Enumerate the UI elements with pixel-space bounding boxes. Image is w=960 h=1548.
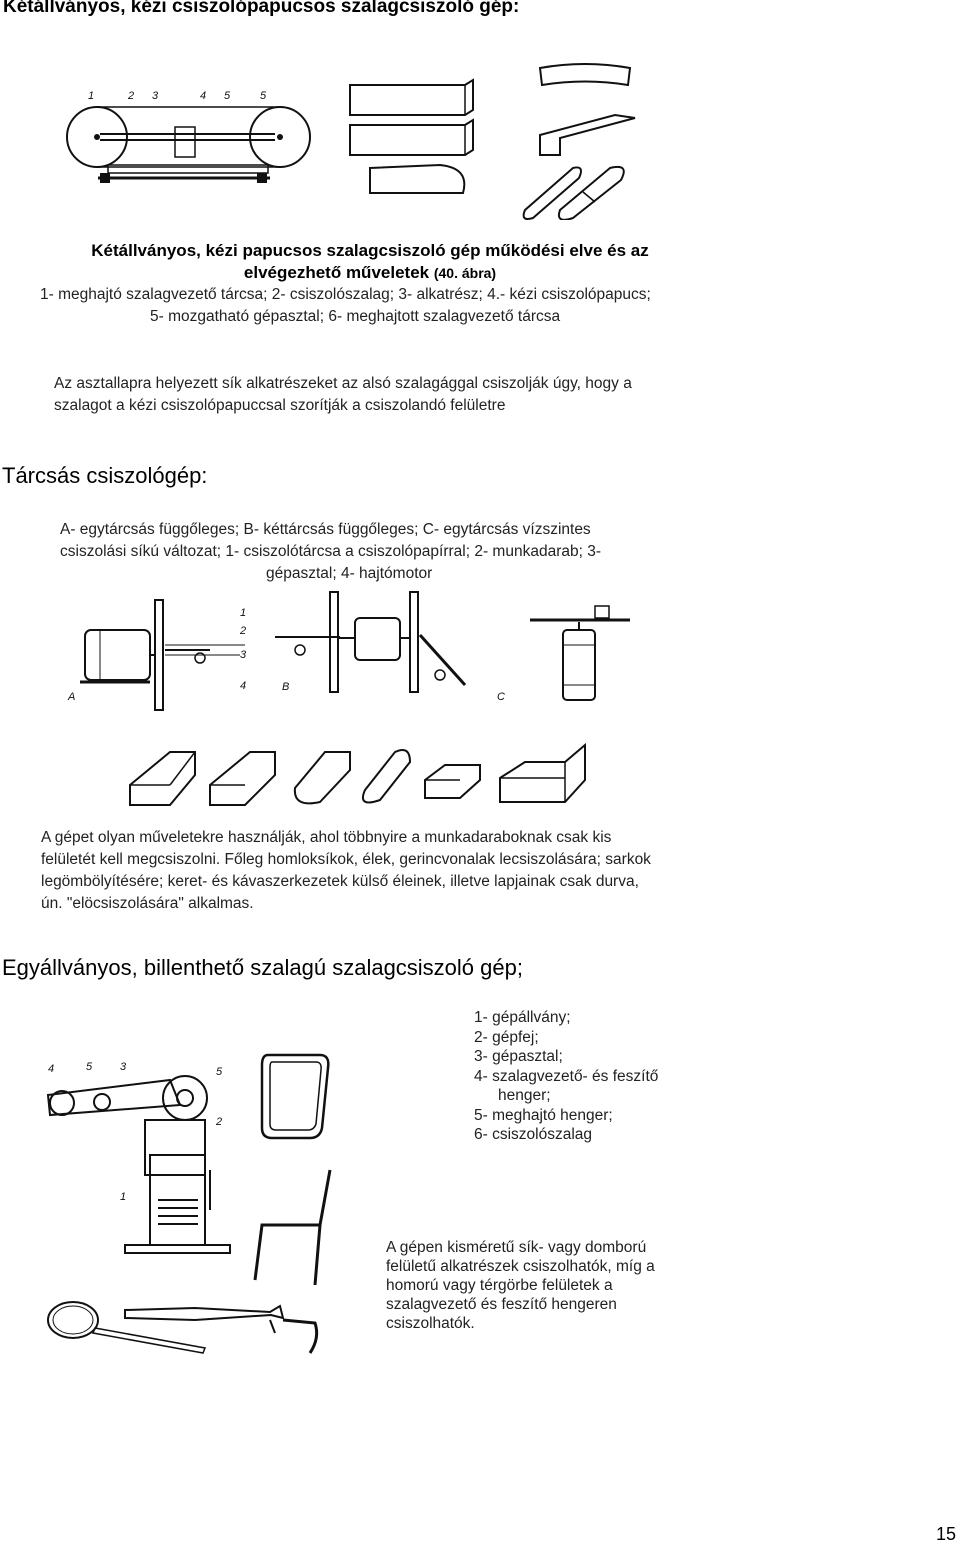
fig1-number-2: 2 [128, 90, 135, 102]
section3-part-2: 2- gépfej; [474, 1028, 539, 1046]
section1-caption-title-line2-text: elvégezhető műveletek [243, 263, 430, 282]
fig3-number-1: 1 [120, 1191, 127, 1203]
section3-heading: Egyállványos, billenthető szalagú szalagcsiszoló gép; [2, 955, 523, 980]
section2-caption [60, 519, 680, 585]
section1-description [54, 373, 734, 417]
section3-part-4-cont: henger; [498, 1087, 551, 1104]
fig2-label-a: A [68, 691, 76, 703]
section2-caption-line3: gépasztal; 4- hajtómotor [266, 565, 433, 582]
section2-description-line2: felületét kell megcsiszolni. Főleg homloksíkok, élek, gerincvonalak lecsiszolására; sarkok [41, 851, 651, 868]
section3-description-line3: homorú vagy térgörbe felületek a [386, 1277, 613, 1294]
profile-shapes-figure [345, 60, 645, 220]
fig3-number-5: 5 [86, 1061, 93, 1073]
page-number: 15 [936, 1524, 957, 1544]
section3-description [386, 1238, 694, 1333]
fig1-number-3: 3 [152, 90, 159, 102]
section3-part-1: 1- gépállvány; [474, 1009, 571, 1026]
section3-description-line2: felületű alkatrészek csiszolhatók, míg a [386, 1258, 655, 1275]
fig2-label-b: B [282, 681, 290, 693]
fig1-number-6: 5 [260, 90, 267, 102]
section2-caption-line1: A- egytárcsás függőleges; B- kéttárcsás függőleges; C- egytárcsás vízszintes [60, 521, 591, 538]
tilting-belt-sander-figure [40, 1050, 240, 1255]
section2-description [41, 827, 709, 915]
fig3-number-4: 4 [48, 1063, 55, 1075]
section3-part-5: 5- meghajtó henger; [474, 1106, 613, 1124]
fig1-number-5: 5 [224, 90, 231, 102]
section1-caption-parts [40, 284, 740, 328]
section1-caption-line4: 5- mozgatható gépasztal; 6- meghajtott szalagvezető tárcsa [150, 308, 561, 325]
section2-caption-line2: csiszolási síkú változat; 1- csiszolótárcsa a csiszolópapírral; 2- munkadarab; 3- [60, 543, 601, 560]
section1-caption-title-line1: Kétállványos, kézi papucsos szalagcsiszoló gép működési elve és az [91, 241, 649, 260]
fig1-number-4: 4 [200, 90, 207, 102]
section3-part-3: 3- gépasztal; [474, 1048, 563, 1065]
section1-description-line2: szalagot a kézi csiszolópapuccsal szorítják a csiszolandó felületre [54, 397, 506, 414]
section1-caption-title-line2 [30, 262, 710, 284]
fig1-number-1: 1 [88, 90, 95, 102]
section3-description-line1: A gépen kisméretű sík- vagy domború [386, 1239, 647, 1256]
fig2-number-3: 3 [240, 649, 247, 661]
section1-caption-title [30, 240, 710, 284]
fig2-label-c: C [497, 691, 505, 703]
belt-sander-figure [60, 85, 360, 195]
section2-description-line3: legömbölyítésére; keret- és kávaszerkezetek külső éleinek, illetve lapjainak csak durva, [41, 873, 639, 890]
section1-heading: Kétállványos, kézi csiszolópapucsos szalagcsiszoló gép: [3, 0, 520, 17]
fig2-number-1: 1 [240, 607, 247, 619]
chair-frame-figure [250, 1050, 340, 1290]
section3-description-line4: szalagvezető és feszítő hengeren [386, 1296, 617, 1313]
section2-description-line4: ún. "elöcsiszolására" alkalmas. [41, 895, 254, 912]
section3-part-6: 6- csiszolószalag [474, 1126, 593, 1143]
section1-caption-line3: 1- meghajtó szalagvezető tárcsa; 2- csiszolószalag; 3- alkatrész; 4.- kézi csiszolópapucs; [40, 286, 651, 303]
workpiece-edges-figure [125, 740, 605, 815]
section2-heading: Tárcsás csiszológép: [2, 463, 208, 488]
fig2-number-2: 2 [240, 625, 247, 637]
spoon-paddle-figure [45, 1298, 325, 1358]
disc-sander-figure [60, 590, 660, 715]
section2-description-line1: A gépet olyan műveletekre használják, ahol többnyire a munkadaraboknak csak kis [41, 829, 612, 846]
fig3-number-2: 2 [216, 1116, 223, 1128]
section3-part-4: 4- szalagvezető- és feszítő [474, 1067, 659, 1085]
section3-description-line5: csiszolhatók. [386, 1315, 475, 1332]
fig3-number-3: 3 [120, 1061, 127, 1073]
section3-parts-list [474, 1008, 724, 1145]
section1-caption-title-ref: (40. ábra) [433, 265, 497, 281]
fig3-number-5b: 5 [216, 1066, 223, 1078]
section1-description-line1: Az asztallapra helyezett sík alkatrészeket az alsó szalagággal csiszolják úgy, hogy a [54, 375, 632, 392]
fig2-number-4: 4 [240, 680, 247, 692]
